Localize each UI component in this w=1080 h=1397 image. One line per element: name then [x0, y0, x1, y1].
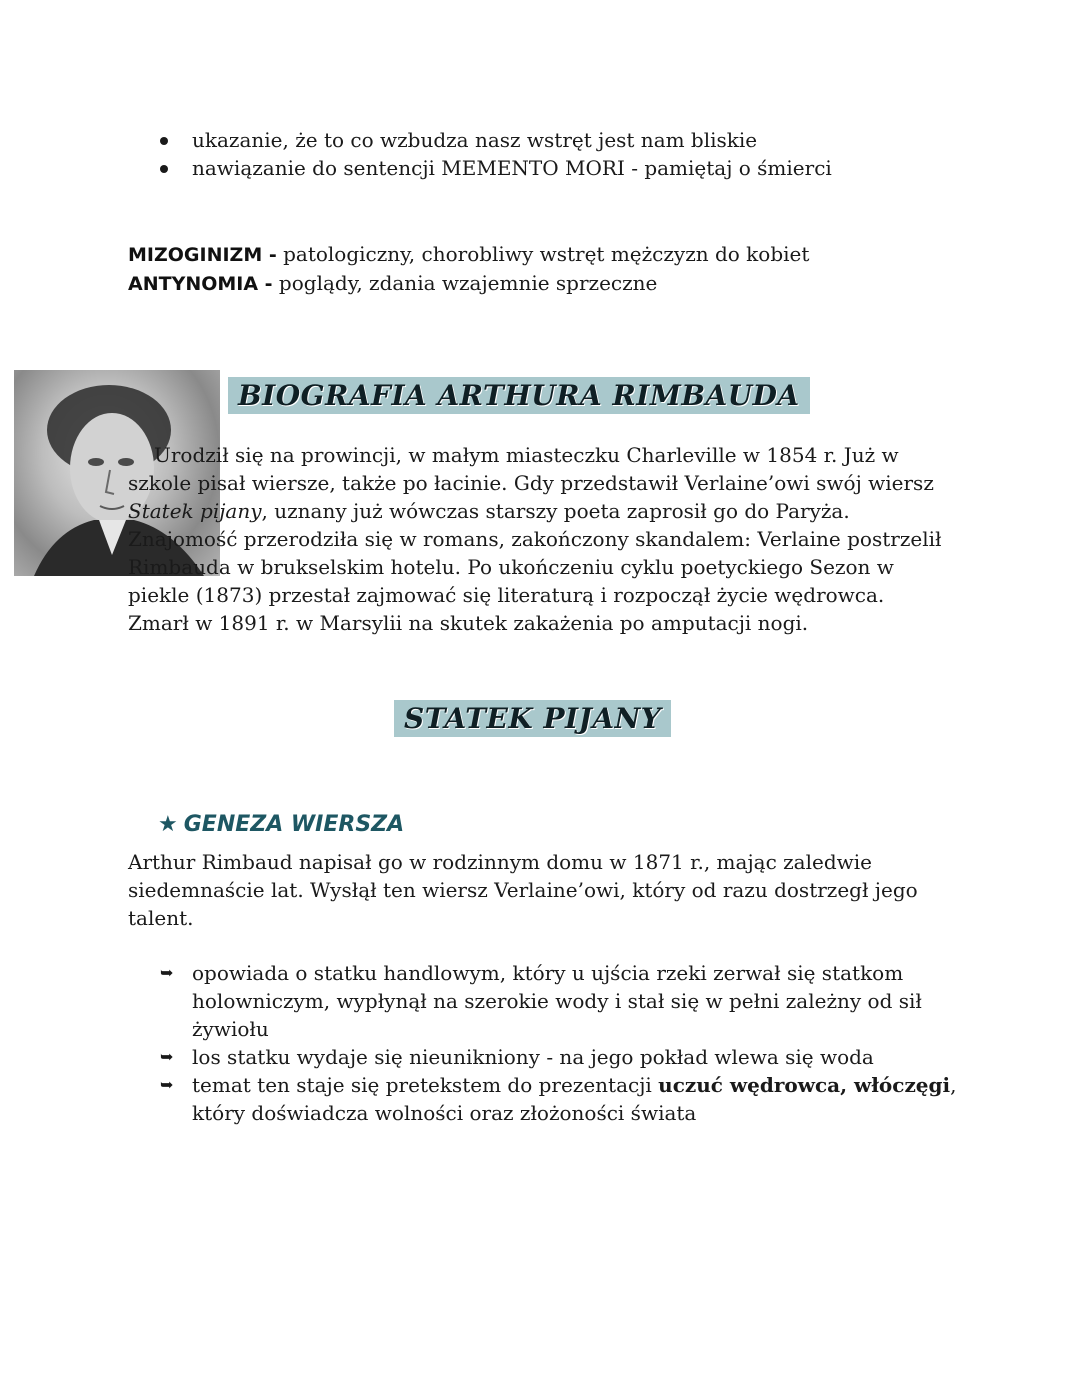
poem-title: Statek pijany: [128, 499, 262, 523]
star-icon: ★: [158, 812, 178, 837]
list-item: ➥ temat ten staje się pretekstem do prezentacji uczuć wędrowca, włóczęgi, który doświadcza wolności oraz złożoności świata: [160, 1073, 957, 1125]
bullet-dot-icon: [160, 137, 168, 145]
arrow-list: [160, 959, 960, 1127]
genesis-subheading: ★ GENEZA WIERSZA: [158, 812, 405, 837]
genesis-text: Arthur Rimbaud napisał go w rodzinnym domu w 1871 r., mając zaledwie siedemnaście lat. Wysłął ten wiersz Verlaine’owi, który od razu dostrzegł jego talent.: [128, 850, 918, 930]
arrow-right-icon: ➥: [160, 1047, 174, 1066]
list-item: ukazanie, że to co wzbudza nasz wstręt jest nam bliskie: [160, 126, 832, 154]
list-item: nawiązanie do sentencji MEMENTO MORI - pamiętaj o śmierci: [160, 154, 832, 182]
term-mizoginizm: MIZOGINIZM - patologiczny, chorobliwy wstręt mężczyzn do kobiet: [128, 242, 810, 266]
bullet-dot-icon: [160, 165, 168, 173]
biography-heading: BIOGRAFIA ARTHURA RIMBAUDA: [228, 377, 810, 414]
biography-text: Urodził się na prowincji, w małym miasteczku Charleville w 1854 r. Już w szkole pisał wiersze, także po łacinie. Gdy przedstawił Verlaine’owi swój wiersz Statek pijany, uznany już wówczas starszy poeta zaprosił go do Paryża. Znajomość przerodziła się w romans, zakończony skandalem: Verlaine postrzelił Rimbauda w brukselskim hotelu. Po ukończeniu cyklu poetyckiego Sezon w piekle (1873) przestał zajmować się literaturą i rozpoczął życie wędrowca. Zmarł w 1891 r. w Marsylii na skutek zakażenia po amputacji nogi.: [128, 443, 942, 635]
list-item: ➥ los statku wydaje się nieunikniony - na jego pokład wlewa się woda: [160, 1045, 874, 1069]
arrow-right-icon: ➥: [160, 963, 174, 982]
term-antynomia: ANTYNOMIA - poglądy, zdania wzajemnie sprzeczne: [128, 271, 658, 295]
term-definitions: [128, 240, 809, 298]
list-item: ➥ opowiada o statku handlowym, który u ujścia rzeki zerwał się statkom holowniczym, wypłynął na szerokie wody i stał się w pełni zależny od sił żywiołu: [160, 961, 922, 1041]
bullet-list: [160, 126, 832, 182]
arrow-right-icon: ➥: [160, 1075, 174, 1094]
ship-heading: STATEK PIJANY: [394, 700, 671, 737]
